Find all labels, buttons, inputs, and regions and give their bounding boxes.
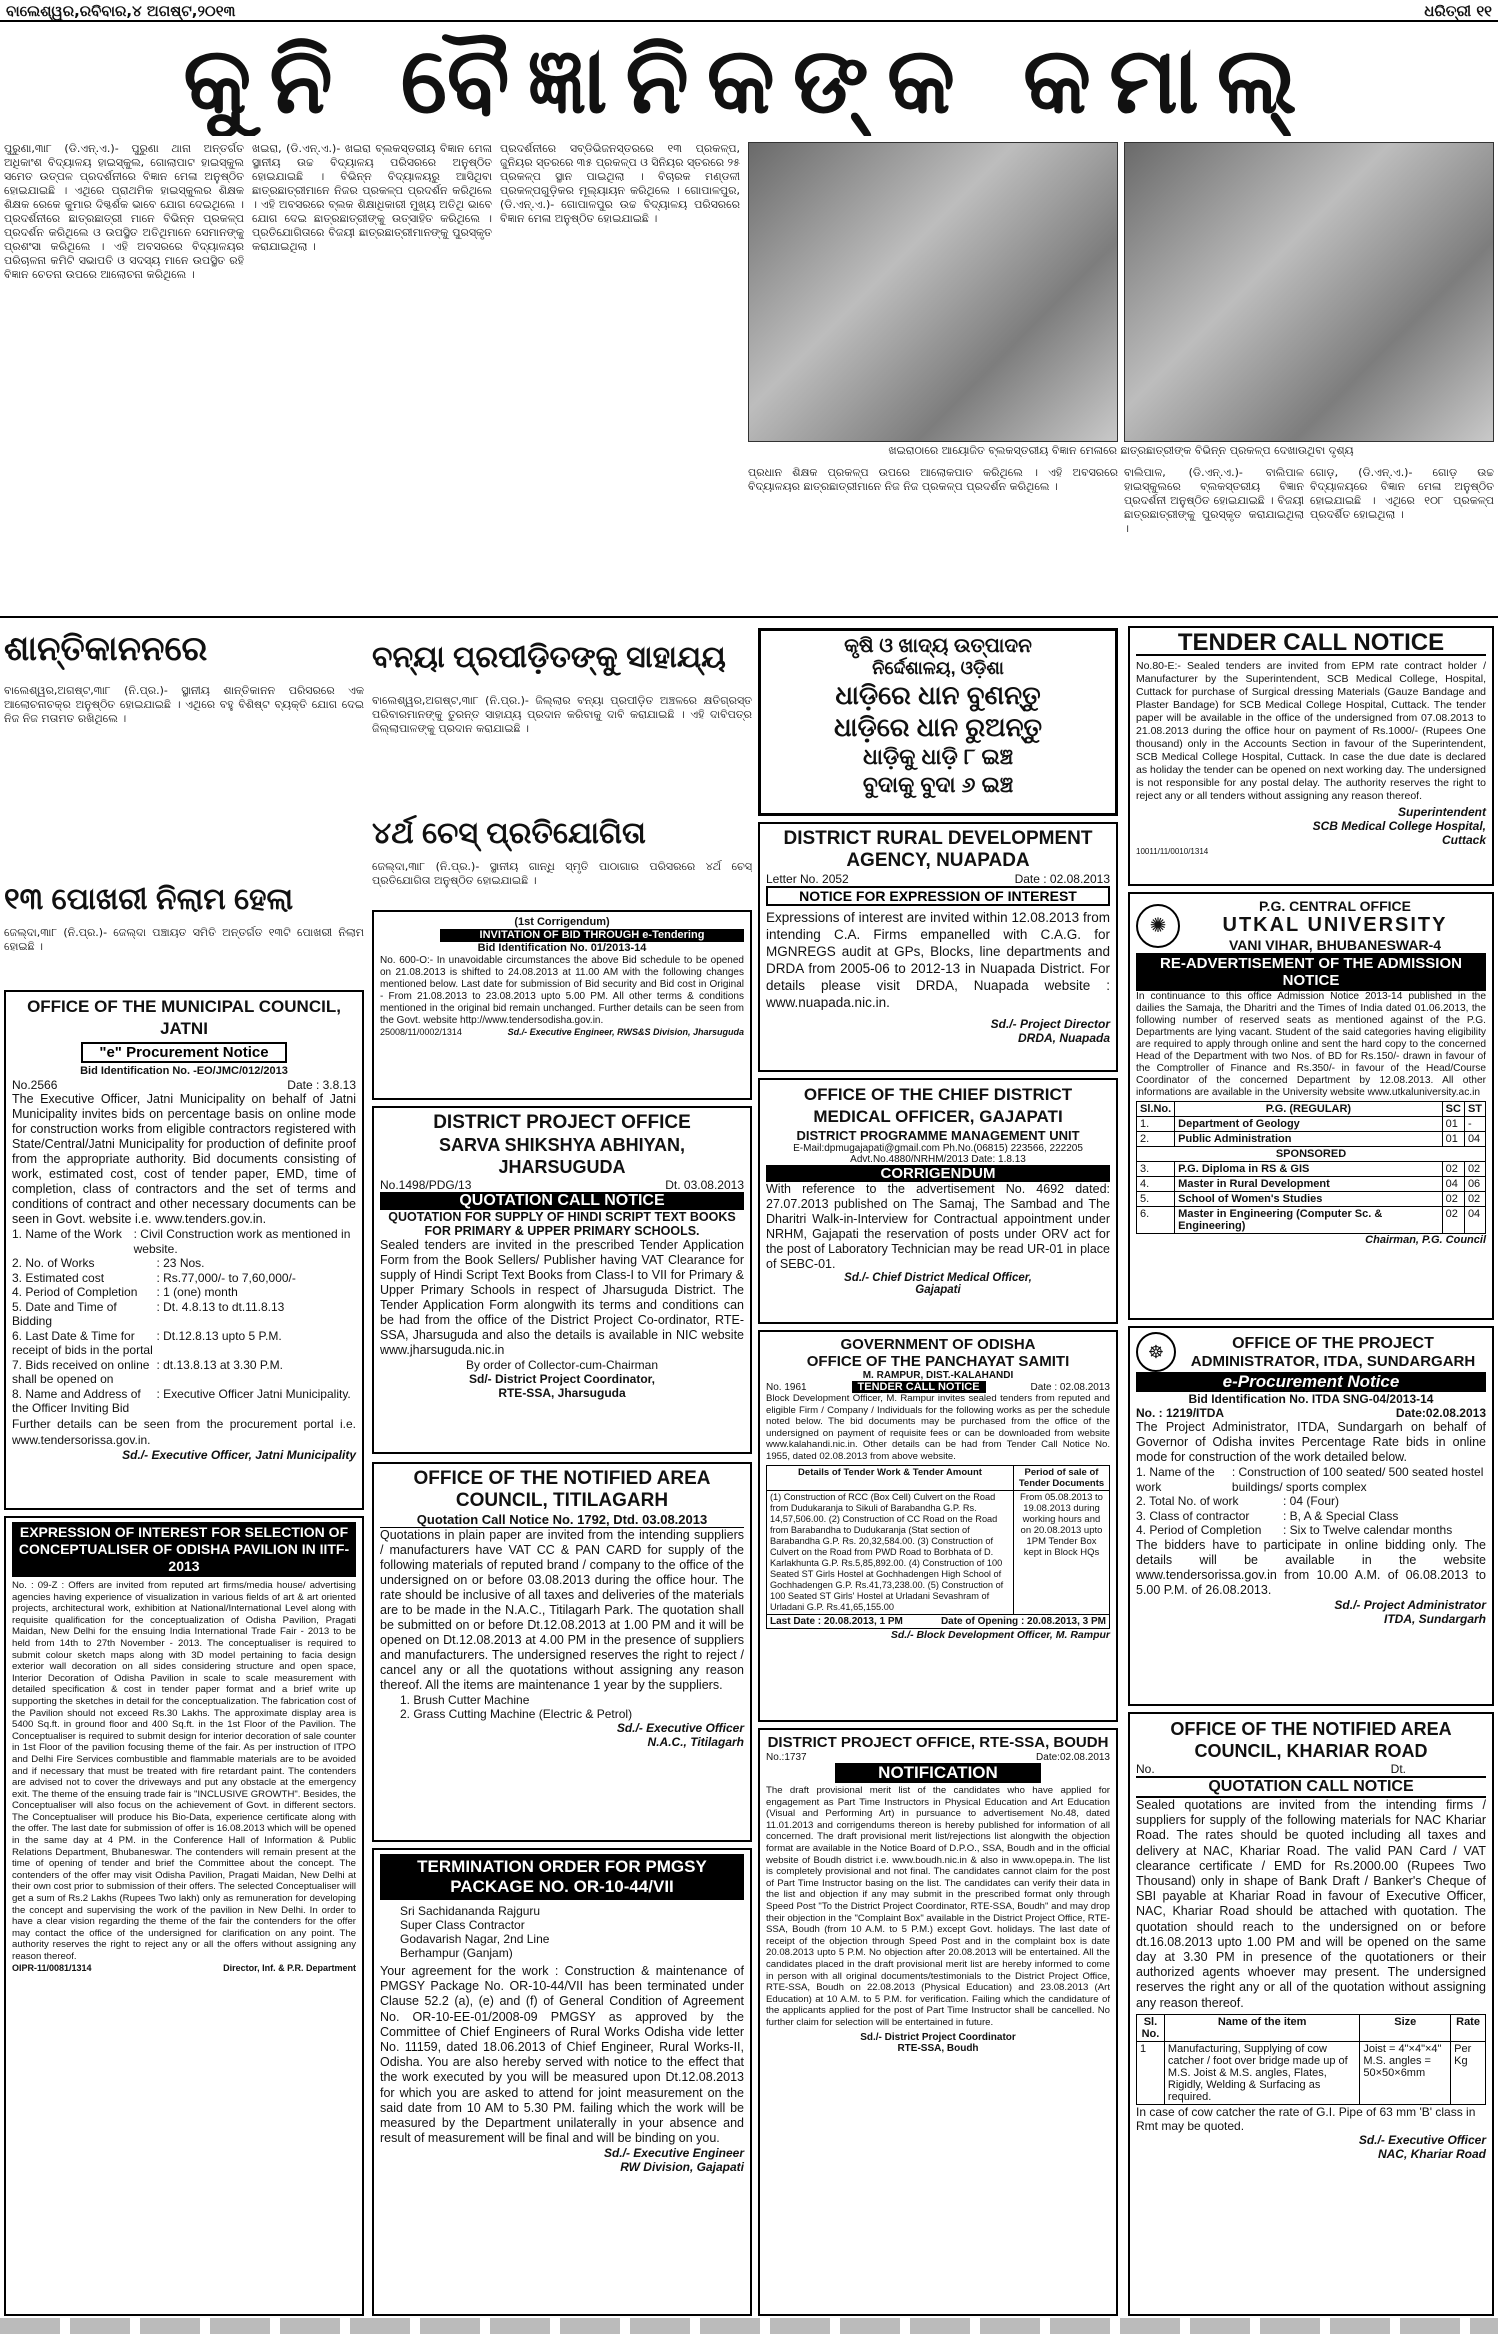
jatni-bar: "e" Procurement Notice [81,1042,287,1063]
khariar-table: Sl. No. Name of the item Size Rate 1 Manufacturing, Supplying of cow catcher / foot over bridge made up of M.S. Joist & M.S. angles, Flates, Rigidly, Welding & Surfacing as required. Joist = 4"×4"×4" M.S. angles = 50×50×6mm Per Kg [1136,2014,1486,2105]
gajapati-title-2: MEDICAL OFFICER, GAJAPATI [813,1107,1063,1126]
pmgsy-sig-2: RW Division, Gajapati [620,2160,744,2175]
khariar-title: OFFICE OF THE NOTIFIED AREA COUNCIL, KHARIAR ROAD [1170,1719,1452,1761]
utkal-bar: RE-ADVERTISEMENT OF THE ADMISSION NOTICE [1136,953,1486,991]
story-column-5: ବାଲିପାଳ, (ଡି.ଏନ୍.ଏ.)- ବାଲିପାଳ ହାଇସ୍କୁଲରେ ବ୍ଲକସ୍ତରୀୟ ବିଜ୍ଞାନ ପ୍ରଦର୍ଶନୀ ଅନୁଷ୍ଠିତ ହୋଇଯାଇଛି । ବିଜୟୀ ଛାତ୍ରଛାତ୍ରୀଙ୍କୁ ପୁରସ୍କୃତ କରାଯାଇଥିଲା । [1124,466,1304,535]
titilagarh-notice [372,1462,752,1842]
rws-bar: INVITATION OF BID THROUGH e-Tendering [440,929,744,942]
itda-sig-1: Sd./- Project Administrator [1334,1597,1486,1612]
khariar-body: Sealed quotations are invited from the intending firms / suppliers for supply of the following materials for NAC Khariar Road. The rates should be quoted including all taxes and delivery at NAC, Khariar Road. The valid PAN Card / VAT clearance certificate / EMD for Rs.2000.00 (Rupees Two Thousand) only in shape of Bank Draft / Banker's Cheque of SBI payable at Khariar Road in favour of Executive Officer, NAC, Khariar Road should be attached with quotation. The quotation should reach to the undersigned on or before dt.16.08.2013 upto 1.00 PM and will be opened on the same day at 3.30 PM in presence of the quotationers or their authorized agents whoever may present. The undersigned reserves the right any or all of the quotation without assigning any reason thereof. [1136,1798,1486,2010]
santiniketan-body: ବାଲେଶ୍ୱର,ଅଗଷ୍ଟ,୩ା୮ (ନି.ପ୍ର.)- ସ୍ଥାନୀୟ ଶାନ୍ତିକାନନ ପରିସରରେ ଏକ ଆଲୋଚନାଚକ୍ର ଅନୁଷ୍ଠିତ ହୋଇଯାଇଛି । ଏଥିରେ ବହୁ ବିଶିଷ୍ଟ ବ୍ୟକ୍ତି ଯୋଗ ଦେଇ ନିଜ ନିଜ ମତାମତ ରଖିଥିଲେ । [4,684,364,725]
boudh-notification [758,1728,1118,2316]
ssa-no: No.1498/PDG/13 [380,1178,472,1192]
gajapati-cdmo [758,1078,1118,1324]
pmgsy-termination [372,1848,752,2316]
itda-body-2: The bidders have to participate in online bidding only. The details will be available in the website www.tendersorissa.gov.in from 10.00 A.M. of 06.08.2013 to 5.00 P.M. of 26.08.2013. [1136,1537,1486,1597]
nuapada-sig-1: Sd./- Project Director [990,1017,1110,1031]
chess-title: ୪ର୍ଥ ଚେସ୍ ପ୍ରତିଯୋଗିତା [372,817,646,850]
utkal-t2: UTKAL UNIVERSITY [1222,914,1448,936]
titilagarh-item-1: 1. Brush Cutter Machine [400,1693,530,1707]
divider [0,616,1498,618]
scb-title: TENDER CALL NOTICE [1136,632,1486,656]
jatni-items: 1. Name of the Work : Civil Construction work as mentioned in website. 2. No. of Works : 23 Nos. 3. Estimated cost : Rs.77,000/- to 7,60,000/- 4. Period of Completion : 1 (one) month 5. Date and Time of Bidding : Dt. 4.8.13 to dt.11.8.13 6. Last Date & Time for receipt of bids in the portal : Dt.12.8.13 upto 5 P.M. 7. Bids received on online shall be opened on : dt.13.8.13 at 3.30 P.M. 8. Name and Address of the Officer Inviting Bid : Executive Officer Jatni Municipality. [12,1227,351,1415]
pmgsy-title: TERMINATION ORDER FOR PMGSY PACKAGE NO. OR-10-44/VII [380,1854,744,1900]
header-paper-page: ଧରିତ୍ରୀ ୧୧ [1424,2,1492,20]
scb-sig-1: Superintendent [1397,805,1486,819]
iitf-body: No. : 09-Z : Offers are invited from reputed art firms/media house/ advertising agencies having experience of visualization in various fields of art & art oriented projects, architectural work, exhibition at National/International Level along with requisite qualification for the conceptualization of Odisha Pavilion, Pragati Maidan, New Delhi for the ensuing India International Trade Fair - 2013 to be held from 14th to 27th November - 2013. The conceptualiser is required to submit colour sketch maps along with 3D model pertaining to facia design exterior wall decoration on all sides considering structure and open space, Interior Decoration of Odisha Pavilion in scale to scale measurement with detailed specification & cost in tender paper format and a brief write up supporting the sketches in detail for the conceptualization. The fabrication cost of the Pavilion should not exceed Rs.30 Lakhs. The approximate display area is 5400 Sq.ft. in ground floor and 400 Sq.ft. in the 1st Floor of the Pavilion. The Conceptualiser is required to submit design for interior decoration of sale counter in 1st Floor of the pavilion focusing theme of the fair. As per instruction of ITPO and Delhi Fire Services combustible and flammable materials are to be avoided and if necessary that must be treated with fire retardant paint. The contenders are advised not to cover the driveways and put any obstacle at the emergency exit. The theme of the ensuing trade fair is "INCLUSIVE GROWTH". Besides, the Conceptualiser will also focus on the achievement of Govt. in different sectors. The Conceptualiser will produce his Bio-Data, experience certificate along with the offer. The last date for submission of offer is 16.08.2013 which will be opened in the same day at 4 PM. in the Conference Hall of Information & Public Relations Department, Bhubaneswar. The contenders will remain present at the time of opening of tender and brief the Committee about the concept. The contenders of the offer may visit Odisha Pavilion, Pragati Maidan, New Delhi at their own cost prior to submission of their offers. The selected Conceptualiser will get a sum of Rs.2 Lakhs (Rupees Two lakh) only as remuneration for developing the concept and supervising the work of the pavilion in New Delhi. In order to have a clear vision regarding the theme of the fair the contenders for the offer may contact the office of the undersigned for clarification on any point. The authority reserves the right to reject any or all the offers without assigning any reason thereof. [12,1580,356,1962]
gajapati-body: With reference to the advertisement No. 4692 dated: 27.07.2013 published on The Samaj, The Sambad and The Dharitri Walk-in-Interview for Contractual appointment under NRHM, Gajapati the reservation of posts under ORV act for the post of Laboratory Technician may be read UR-01 in place of SEBC-01. [766,1182,1110,1271]
jatni-footer: Further details can be seen from the procurement portal i.e. www.tendersorissa.gov.in. [12,1416,356,1447]
rampur-opening: Date of Opening : 20.08.2013, 3 PM [940,1616,1106,1627]
pokhari-title: ୧୩ ପୋଖରୀ ନିଲାମ ହେଲା [4,883,294,916]
ssa-date: Dt. 03.08.2013 [665,1178,744,1192]
gajapati-email: E-Mail:dpmugajapati@gmail.com Ph.No.(06815) 223566, 222205 [793,1143,1083,1154]
rampur-title-3: M. RAMPUR, DIST.-KALAHANDI [862,1370,1014,1381]
titilagarh-body: Quotations in plain paper are invited from the intending suppliers / manufacturers have VAT CC & PAN CARD for supply of the following materials of reputed brand / company to the office of the undersigned on or before 03.08.2013 during the office hour. The rate should be inclusive of all taxes and deliveries of the materials are to be made in the N.A.C., Titilagarh Park. The quotation shall be submitted on or before Dt.12.08.2013 at 1.00 PM and it will be opened on Dt.12.08.2013 at 4.00 PM in the presence of suppliers and manufacturers. The undersigned reserves the right to reject / cancel any or all the quotations without assigning any reason thereof. All the items are maintenance 1 year by the suppliers. [380,1528,744,1692]
story-column-1: ପୁରୁଣା,୩ା୮ (ଡି.ଏନ୍.ଏ.)- ପୁରୁଣା ଥାନା ଅନ୍ତର୍ଗତ ଅଧିକାଂଶ ବିଦ୍ୟାଳୟ ହାଇସ୍କୁଲ, ଗୋଲାପାଟ ହାଇସ୍କୁଲ ସମେତ ଉତ୍ପଳ ପ୍ରଦର୍ଶନୀରେ ବିଜ୍ଞାନ ମେଳା ଅନୁଷ୍ଠିତ ହୋଇଯାଇଛି । ଏଥିରେ ପ୍ରାଥମିକ ହାଇସ୍କୁଲର ଶିକ୍ଷକ ଶିକ୍ଷକ ରେକେ କୁମାର ଦିଗ୍ଦର୍ଶକ ଭାବେ ଯୋଗ ଦେଇଥିଲେ । ପ୍ରଦର୍ଶନୀରେ ଛାତ୍ରଛାତ୍ରୀ ମାନେ ବିଭିନ୍ନ ପ୍ରକଳ୍ପ ପ୍ରଦର୍ଶନ କରିଥିଲେ ଓ ଉପସ୍ଥିତ ଅତିଥିମାନେ ସେମାନଙ୍କୁ ପ୍ରଶଂସା କରିଥିଲେ । ଏହି ଅବସରରେ ବିଦ୍ୟାଳୟର ପରିଚାଳନା କମିଟି ସଭାପତି ଓ ସଦସ୍ୟ ମାନେ ଉପସ୍ଥିତ ରହି ବିଜ୍ଞାନ ଚେତନା ଉପରେ ଆଲୋଚନା କରିଥିଲେ । [4,142,244,281]
science-fair-photo-2 [1124,142,1494,442]
header-dateline: ବାଲେଶ୍ୱର,ରବିବାର,୪ ଅଗଷ୍ଟ,୨୦୧୩ [6,2,236,20]
utkal-table: Sl.No. P.G. (REGULAR) SC ST 1. Department of Geology 01 - 2. Public Administration 01 04 SPONSORED 3. P.G. Diploma in RS & GIS 02 02 4. Master in Rural Development 04 06 5. School of Women's Studies 02 02 6. Master in Engineering (Computer Sc. & Engineering) 02 04 [1136,1101,1486,1234]
ssa-jharsuguda [372,1106,752,1454]
rws-bid: Bid Identification No. 01/2013-14 [477,942,647,954]
rampur-tender [758,1330,1118,1722]
khariar-bar: QUOTATION CALL NOTICE [1136,1776,1486,1798]
rws-corr: (1st Corrigendum) [514,916,610,928]
rampur-no: No. 1961 [766,1381,807,1393]
nuapada-body: Expressions of interest are invited within 12.08.2013 from intending C.A. Firms empanelled with C.A.G. for MGNREGS audit at GPs, Blocks, line departments and DRDA from 2005-06 to 2012-13 in Nuapada District. For details please visit DRDA, Nuapada website : www.nuapada.nic.in. [766,910,1110,1010]
nuapada-notice [758,822,1118,1072]
gajapati-sig-1: Sd./- Chief District Medical Officer, [844,1272,1032,1284]
agri-line-2: ଧାଡ଼ିରେ ଧାନ ରୁଅନ୍ତୁ [833,712,1043,742]
nuapada-title: DISTRICT RURAL DEVELOPMENT AGENCY, NUAPADA [783,828,1093,871]
itda-bar: e-Procurement Notice [1136,1372,1486,1392]
khariar-sig-2: NAC, Khariar Road [1377,2146,1486,2161]
rampur-table: Details of Tender Work & Tender Amount Period of sale of Tender Documents (1) Construction of RCC (Box Cell) Culvert on the Road from Dudukaranja to Sikuli of Barabandha G.P. Rs. 14,57,506.00. (2) Construction of CC Road on the Road from Barabandha to Dudukaranja (Stat section of Barabandha G.P. Rs. 20,32,584.00. (3) Construction of Culvert on the Road from PWD Road to Borbhata of D. Karlakhunta G.P. Rs.5,85,892.00. (4) Construction of 100 Seated ST Girls Hostel at Gochhadengen High School of Gochhadengen G.P. Rs.41,73,238.00. (5) Construction of 100 Seated ST Girls' Hostel at Urladani Sevashram of Urladani G.P. Rs.41,65,155.00 From 05.08.2013 to 19.08.2013 during working hours and on 20.08.2013 upto 1PM Tender Box kept in Block HQs [766,1465,1110,1615]
jatni-date: Date : 3.8.13 [287,1078,356,1092]
gajapati-bar: CORRIGENDUM [766,1165,1110,1182]
santiniketan-title: ଶାନ୍ତିକାନନରେ [4,630,208,668]
boudh-no: No.:1737 [766,1752,807,1763]
itda-no: No. : 1219/ITDA [1136,1406,1225,1420]
scb-body: No.80-E:- Sealed tenders are invited from EPM rate contract holder / Manufacturer by the Superintendent, SCB Medical College, Hospital, Cuttack for purchase of Surgical dressing Materials (Gauze Bandage and Plaster Bandage) for SCB Medical College Hospital, Cuttack. The tender paper will be available in the office of the undersigned from 07.08.2013 to 21.08.2013 during the office hour on payment of Rs.1000/- (Rupees One thousand) only in the Accounts Section in favour of the Superintendent, SCB Medical College Hospital, Cuttack. In case the due date is declared as holiday the tender can be opened on next working day. The undersigned is not responsible for any postal delay. The authority reserves the right to reject any or all tenders without assigning any reason thereof. [1136,660,1486,802]
gajapati-title-3: DISTRICT PROGRAMME MANAGEMENT UNIT [796,1128,1080,1143]
ssa-title-2: SARVA SHIKSHYA ABHIYAN, JHARSUGUDA [438,1135,686,1177]
rampur-sig: Sd./- Block Development Officer, M. Rampur [890,1629,1110,1641]
itda-items: 1. Name of the work : Construction of 100 seated/ 500 seated hostel buildings/ sports complex 2. Total No. of work : 04 (Four) 3. Class of contractor : B, A & Special Class 4. Period of Completion : Six to Twelve calendar months [1136,1465,1484,1537]
iitf-title: EXPRESSION OF INTEREST FOR SELECTION OF CONCEPTUALISER OF ODISHA PAVILION IN IITF-2013 [12,1522,356,1577]
jatni-sig: Sd./- Executive Officer, Jatni Municipality [122,1447,356,1462]
boudh-body: The draft provisional merit list of the candidates who have applied for engagement as Part Time Instructors in Physical Education and Art Education (Visual and Performing Art) in pursuance to advertisement No.48, dated 11.01.2013 and corrigendums thereon is hereby published for information of all concerned. The draft provisional merit list/rejections list alongwith the objection format are available in the Notice Board of D.P.O., SSA, Boudh and in the official website of Boudh district i.e. www.boudh.nic.in & also in www.opepa.in. The list is completely provisional and not final. The candidates cannot claim for the post of Part Time Instructor basing on the list. The candidates can verify their data in the list and objection if any may submit in the prescribed format only through Speed Post "To the District Project Coordinator, RTE-SSA, Boudh" and may drop their objection in the "Complaint Box" available in the District Project Office, RTE-SSA, Boudh (from 10 A.M. to 5 P.M.) except Govt. holidays. The last date of receipt of the objection through Speed Post and in the complaint box is date 20.08.2013 upto 5 P.M. No objection after 20.08.2013 will be entertained. All the candidates placed in the draft provisional merit list are hereby informed to come in person with all original documents/testimonials to the District Project Office, RTE-SSA, Boudh on 22.08.2013 (Physical Education) and 23.08.2013 (Art Education) at 10 A.M. to 5 P.M. for verification. Failing which the candidature of the applicants applied for the post of Part Time Instructor shall be cancelled. No further claim for selection will be entertained in future. [766,1785,1110,2028]
utkal-sig: Chairman, P.G. Council [1365,1234,1486,1246]
agri-ad [758,628,1118,816]
boudh-sig-1: Sd./- District Project Coordinator [860,2032,1016,2044]
utkal-university [1128,892,1494,1320]
jatni-bid: Bid Identification No. -EO/JMC/012/2013 [80,1065,288,1077]
page-header [0,0,1498,22]
iitf-eoi [4,1516,364,2316]
khariar-no: No. [1136,1762,1155,1776]
iitf-sig: Director, Inf. & P.R. Department [223,1962,356,1973]
titilagarh-sub: Quotation Call Notice No. 1792, Dtd. 03.08.2013 [380,1512,744,1528]
rws-corrigendum [372,910,752,1100]
pmgsy-sig-1: Sd./- Executive Engineer [603,2146,744,2161]
story-column-3: ପ୍ରଦର୍ଶନୀରେ ସବ୍ଡିଭିଜନସ୍ତରରେ ୧୩ ପ୍ରକଳ୍ପ, ଜୁନିୟର ସ୍ତରରେ ୩୫ ପ୍ରକଳ୍ପ ଓ ସିନିୟର ସ୍ତରରେ ୨୫ ପ୍ରକଳ୍ପ ସ୍ଥାନ ପାଇଥିଲା । ବିଚାରକ ମଣ୍ଡଳୀ ପ୍ରକଳ୍ପଗୁଡ଼ିକର ମୂଲ୍ୟାୟନ କରିଥିଲେ । ଗୋପାଳପୁର, (ଡି.ଏନ୍.ଏ.)- ଗୋପାଳପୁର ଉଚ୍ଚ ବିଦ୍ୟାଳୟ ପରିସରରେ ବିଜ୍ଞାନ ମେଳା ଅନୁଷ୍ଠିତ ହୋଇଯାଇଛି । [500,142,740,225]
pmgsy-body: Your agreement for the work : Construction & maintenance of PMGSY Package No. OR-10-44/VII has been terminated under Clause 52.2 (a), (e) and (f) of General Condition of Agreement No. OR-10-EE-01/2008-09 PMGSY as approved by the Committee of Chief Engineers of Rural Works Odisha vide letter No. 11159, dated 18.06.2013 of Chief Engineer, Rural Works-II, Odisha. You are also hereby served with notice to the effect that the work executed by you will be measured upon Dt.12.08.2013 for which you are asked to attend for joint measurement on the said date from 10 AM to 5.30 PM. failing which the work will be measured by the Department unilaterally in your absence and result of measurement will be final and will be binding on you. [380,1964,744,2146]
photo-caption: ଖଇରାଠାରେ ଆୟୋଜିତ ବ୍ଲକସ୍ତରୀୟ ବିଜ୍ଞାନ ମେଳାରେ ଛାତ୍ରଛାତ୍ରୀଙ୍କ ବିଭିନ୍ନ ପ୍ରକଳ୍ପ ଦେଖାଉଥିବା ଦୃଶ୍ୟ [888,444,1354,457]
boudh-date: Date:02.08.2013 [1036,1752,1110,1763]
agri-title-2: ନିର୍ଦ୍ଦେଶାଳୟ, ଓଡ଼ିଶା [872,658,1004,678]
khariar-notice [1128,1712,1494,2316]
khariar-dt: Dt. [1390,1762,1406,1776]
scb-ref: 10011/11/0010/1314 [1136,847,1209,856]
jatni-body: The Executive Officer, Jatni Municipality on behalf of Jatni Municipality invites bids on percentage basis on online mode for construction works from eligible contractors registered with State/Central/Jatni Municipality for production of definite proof from the appropriate authority. Bid documents consisting of work, estimated cost, cost of tender paper, EMD, time of completion, class of contractors and the set of terms and conditions of contract and other necessary documents can be seen in Govt. website i.e. www.tenders.gov.in. [12,1092,356,1226]
ssa-sig-1: By order of Collector-cum-Chairman [465,1358,659,1372]
rws-ref: 25008/11/0002/1314 [380,1027,462,1037]
pokhari-body: ଜେଲ୍ଦା,୩ା୮ (ନି.ପ୍ର.)- ଜେଲ୍ଦା ପଞ୍ଚାୟତ ସମିତି ଅନ୍ତର୍ଗତ ୧୩ଟି ପୋଖରୀ ନିଲାମ ହୋଇଛି । [4,926,364,953]
utkal-t3: VANI VIHAR, BHUBANESWAR-4 [1228,937,1442,953]
titilagarh-item-2: 2. Grass Cutting Machine (Electric & Petrol) [400,1707,633,1721]
science-fair-photo-1 [748,142,1118,442]
utkal-body: In continuance to this office Admission Notice 2013-14 published in the dailies the Samaja, the Dharitri and the Times of India dated 01.06.2013, the following number of reserved seats as mentioned against of the P.G. Departments are lying vacant. Student of the said categories having eligibility are required to apply through online and sent the hard copy to the concerned Head of the Department with two Nos. of BD for Rs.150/- drawn in favour of the Comptroller of Finance and Rs.350/- in favour of the Head/Course Coordinator of the concerned Department by 12.08.2013. All other informations are available in the University website www.utkaluniversity.ac.in [1136,991,1486,1098]
jatni-no: No.2566 [12,1078,58,1092]
rampur-title-1: GOVERNMENT OF ODISHA [840,1336,1036,1353]
itda-t2: ADMINISTRATOR, ITDA, SUNDARGARH [1190,1352,1476,1370]
pmgsy-address: Sri Sachidananda Rajguru Super Class Contractor Godavarish Nagar, 2nd Line Berhampur (Ganjam) [400,1904,550,1960]
page-footer-strip [0,2318,1498,2334]
titilagarh-sig-2: N.A.C., Titilagarh [647,1735,744,1749]
khariar-note: In case of cow catcher the rate of G.I. Pipe of 63 mm 'B' class in Rmt may be quoted. [1136,2104,1476,2133]
agri-line-4: ବୁଦାକୁ ବୁଦା ୬ ଇଞ୍ଚ [862,772,1014,797]
ssa-sub: QUOTATION FOR SUPPLY OF HINDI SCRIPT TEXT BOOKS FOR PRIMARY & UPPER PRIMARY SCHOOLS. [388,1210,736,1238]
khariar-sig-1: Sd./- Executive Officer [1358,2132,1486,2147]
itda-date: Date:02.08.2013 [1395,1406,1486,1420]
banya-title: ବନ୍ୟା ପ୍ରପୀଡ଼ିତଙ୍କୁ ସାହାଯ୍ୟ [372,641,726,674]
nuapada-no: Letter No. 2052 [766,872,849,886]
gajapati-title-1: OFFICE OF THE CHIEF DISTRICT [803,1085,1073,1104]
scb-sig-2: SCB Medical College Hospital, [1312,819,1486,833]
rampur-title-2: OFFICE OF THE PANCHAYAT SAMITI [806,1353,1070,1370]
banya-body: ବାଲେଶ୍ୱର,ଅଗଷ୍ଟ,୩ା୮ (ନି.ପ୍ର.)- ଜିଲ୍ଲାର ବନ୍ୟା ପ୍ରପୀଡ଼ିତ ଅଞ୍ଚଳରେ କ୍ଷତିଗ୍ରସ୍ତ ପରିବାରମାନଙ୍କୁ ତୁରନ୍ତ ସାହାଯ୍ୟ ପ୍ରଦାନ କରିବାକୁ ଦାବି କରାଯାଇଛି । ଏହି ଦାବିପତ୍ର ଜିଲ୍ଲାପାଳଙ୍କୁ ପ୍ରଦାନ କରାଯାଇଛି । [372,694,752,735]
itda-notice [1128,1326,1494,1706]
jatni-notice [4,990,364,1510]
nuapada-sig-2: DRDA, Nuapada [1017,1031,1110,1045]
headline: କୁନି ବୈଜ୍ଞାନିକଙ୍କ କମାଲ୍ [183,27,1315,134]
titilagarh-title: OFFICE OF THE NOTIFIED AREA COUNCIL, TITILAGARH [413,1468,711,1511]
agri-title-1: କୃଷି ଓ ଖାଦ୍ୟ ଉତ୍ପାଦନ [844,635,1032,657]
gajapati-sig-2: Gajapati [915,1284,961,1296]
rampur-date: Date : 02.08.2013 [1030,1381,1110,1393]
university-emblem-icon: ✺ [1136,904,1180,948]
itda-t1: OFFICE OF THE PROJECT [1232,1334,1434,1352]
nuapada-bar: NOTICE FOR EXPRESSION OF INTEREST [766,886,1110,906]
agri-line-1: ଧାଡ଼ିରେ ଧାନ ବୁଣନ୍ତୁ [835,680,1041,710]
rampur-bar: TENDER CALL NOTICE [852,1381,986,1393]
ssa-sig-3: RTE-SSA, Jharsuguda [498,1386,626,1400]
story-column-6: ଗୋଡ଼, (ଡି.ଏନ୍.ଏ.)- ଗୋଡ଼ ଉଚ୍ଚ ବିଦ୍ୟାଳୟରେ ବିଜ୍ଞାନ ମେଳା ଅନୁଷ୍ଠିତ ହୋଇଯାଇଛି । ଏଥିରେ ୧୦୮ ପ୍ରକଳ୍ପ ପ୍ରଦର୍ଶିତ ହୋଇଥିଲା । [1310,466,1494,521]
story-column-4: ପ୍ରଧାନ ଶିକ୍ଷକ ପ୍ରକଳ୍ପ ଉପରେ ଆଲୋକପାତ କରିଥିଲେ । ଏହି ଅବସରରେ ବିଦ୍ୟାଳୟର ଛାତ୍ରଛାତ୍ରୀମାନେ ନିଜ ନିଜ ପ୍ରକଳ୍ପ ପ୍ରଦର୍ଶନ କରିଥିଲେ । [748,466,1118,493]
ssa-body: Sealed tenders are invited in the prescribed Tender Application Form from the Book Sellers/ Publisher having VAT Clearance for supply of Hindi Script Text Books from Class-I to VII for Primary & Upper Primary Schools in respect of Jharsuguda District. The Tender Application Form alongwith its terms and conditions can be had from the office of the District Project Co-ordinator, RTE-SSA, Jharsuguda and also the details is available in NIC website www.jharsuguda.nic.in [380,1238,744,1357]
scb-sig-3: Cuttack [1441,833,1486,847]
utkal-t1: P.G. CENTRAL OFFICE [1259,898,1411,914]
rampur-last-date: Last Date : 20.08.2013, 1 PM [770,1616,903,1627]
boudh-bar: NOTIFICATION [835,1763,1041,1783]
agri-line-3: ଧାଡ଼ିକୁ ଧାଡ଼ି ୮ ଇଞ୍ଚ [862,744,1014,769]
itda-body: The Project Administrator, ITDA, Sundargarh on behalf of Governor of Odisha invites Percentage Rate bids in online mode for construction of the work detailed below. [1136,1420,1486,1464]
iitf-ref: OIPR-11/0081/1314 [12,1962,92,1973]
scb-tender [1128,626,1494,886]
itda-bid: Bid Identification No. ITDA SNG-04/2013-14 [1188,1392,1434,1406]
chess-body: ଜେଲ୍ଦା,୩ା୮ (ନି.ପ୍ର.)- ସ୍ଥାନୀୟ ଗାନ୍ଧି ସ୍ମୃତି ପାଠାଗାର ପରିସରରେ ୪ର୍ଥ ଚେସ୍ ପ୍ରତିଯୋଗିତା ଅନୁଷ୍ଠିତ ହୋଇଯାଇଛି । [372,860,752,887]
ssa-title-1: DISTRICT PROJECT OFFICE [433,1112,691,1133]
odisha-emblem-icon: ☸ [1136,1332,1176,1372]
story-column-2: ଖଇରା, (ଡି.ଏନ୍.ଏ.)- ଖଇରା ବ୍ଲକସ୍ତରୀୟ ବିଜ୍ଞାନ ମେଳା ସ୍ଥାନୀୟ ଉଚ୍ଚ ବିଦ୍ୟାଳୟ ପରିସରରେ ଅନୁଷ୍ଠିତ ହୋଇଯାଇଛି । ବିଭିନ୍ନ ବିଦ୍ୟାଳୟରୁ ଆସିଥିବା ଛାତ୍ରଛାତ୍ରୀମାନେ ନିଜର ପ୍ରକଳ୍ପ ପ୍ରଦର୍ଶନ କରିଥିଲେ । ଏହି ଅବସରରେ ବ୍ଲକ ଶିକ୍ଷାଧିକାରୀ ମୁଖ୍ୟ ଅତିଥି ଭାବେ ଯୋଗ ଦେଇ ଛାତ୍ରଛାତ୍ରୀଙ୍କୁ ଉତ୍ସାହିତ କରିଥିଲେ । ପ୍ରତିଯୋଗିତାରେ ବିଜୟୀ ଛାତ୍ରଛାତ୍ରୀମାନଙ୍କୁ ପୁରସ୍କୃତ କରାଯାଇଥିଲା । [252,142,492,253]
titilagarh-sig-1: Sd./- Executive Officer [616,1721,744,1735]
itda-sig-2: ITDA, Sundargarh [1383,1611,1486,1626]
ssa-sig-2: Sd/- District Project Coordinator, [468,1372,656,1386]
rws-body: No. 600-O:- In unavoidable circumstances the above Bid schedule to be opened on 21.08.2013 is shifted to 24.08.2013 at 11.00 AM with the following changes mentioned below. Last date for submission of Bid security and Bid cost in Original - From 21.08.2013 to 23.08.2013 upto 5.00 PM. All other terms & conditions mentioned in the original bid remain unchanged. Further details can be seen from the Govt. website http://www.tendersodisha.gov.in. [380,955,744,1026]
jatni-title: OFFICE OF THE MUNICIPAL COUNCIL, JATNI [27,997,341,1038]
boudh-title: DISTRICT PROJECT OFFICE, RTE-SSA, BOUDH [767,1734,1109,1751]
rws-sig: Sd./- Executive Engineer, RWS&S Division, Jharsuguda [507,1027,744,1037]
gajapati-adv: Advt.No.4880/NRHM/2013 Date: 1.8.13 [850,1154,1026,1165]
rampur-body: Block Development Officer, M. Rampur invites sealed tenders from reputed and eligible Firm / Company / Individuals for the following works as per the schedule noted below. The bid documents may be purchased from the office of the undersigned on payment of requisite fees or can be downloaded from website www.kalahandi.nic.in. Other details can be had from Tender Call Notice No. 1955, dated 02.08.2013 from above website. [766,1393,1110,1462]
ssa-bar: QUOTATION CALL NOTICE [380,1192,744,1210]
boudh-sig-2: RTE-SSA, Boudh [897,2043,979,2055]
nuapada-date: Date : 02.08.2013 [1014,872,1110,886]
